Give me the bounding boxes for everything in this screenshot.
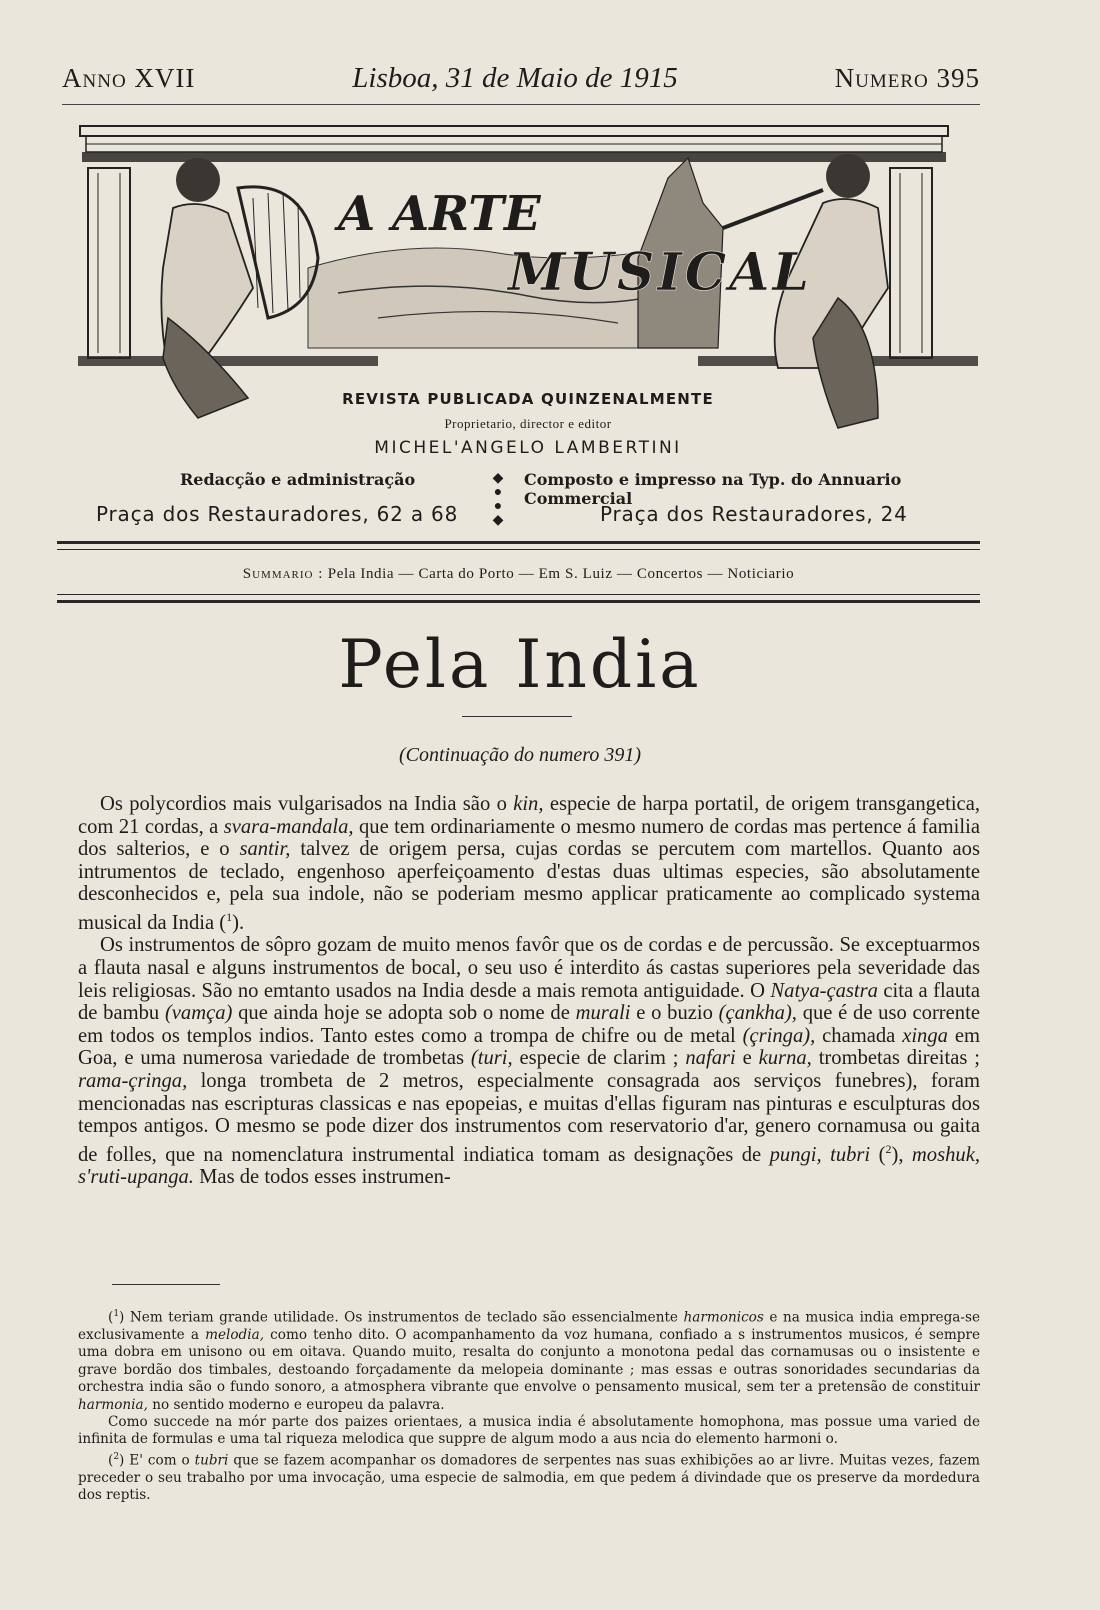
footnote-2: ($^2$) E' com o tubri que se fazem acompanhar os domadores de serpentes nas suas exhibições ao ar livre. Muitas vezes, fazem preceder o seu trabalho por uma invocação, uma especie de salmodia, em que pedem á divindade que os preserve da mordedura dos reptis. bbox=[78, 1451, 980, 1504]
paragraph-2: Os instrumentos de sôpro gozam de muito menos favôr que os de cordas e de percussão. Se exceptuarmos a flauta nasal e alguns instrumentos de bocal, o seu uso é interdito ás castas superiores pela severidade das leis religiosas. São no emtanto usados na India desde a mais remota antiguidade. O Natya-çastra cita a flauta de bambu (vamça) que ainda hoje se adopta sob o nome de murali e o buzio (çankha), que é de uso corrente em todos os templos indios. Tanto estes como a trompa de chifre ou de metal (çringa), chamada xinga em Goa, e uma numerosa variedade de trombetas (turi, especie de clarim ; nafari e kurna, trombetas direitas ; rama-çringa, longa trombeta de 2 metros, especialmente consagrada aos serviços funebres), foram mencionadas nas escripturas classicas e nas epopeias, e muitas d'ellas figuram nas pinturas e esculpturas dos tempos antigos. O mesmo se pode dizer dos instrumentos com reservatorio d'ar, genero cornamusa ou gaita de folles, que na nomenclatura instrumental indiatica tomam as designações de pungi, tubri ($^2$), moshuk, s'ruti-upanga. Mas de todos esses instrumen- bbox=[78, 934, 980, 1189]
printer-label: Composto e impresso na Typ. do Annuario Commercial bbox=[524, 470, 902, 508]
masthead-tagline: REVISTA PUBLICADA QUINZENALMENTE bbox=[342, 390, 714, 408]
printer-address: Praça dos Restauradores, 24 bbox=[600, 502, 908, 526]
summary-label: Summario : bbox=[242, 566, 324, 582]
rule-above-summary-thin bbox=[57, 549, 980, 550]
header-line bbox=[62, 62, 980, 102]
article-body bbox=[78, 793, 980, 1189]
rule-below-summary bbox=[57, 600, 980, 603]
masthead-title-line2: MUSICAL bbox=[508, 242, 813, 303]
masthead bbox=[78, 118, 978, 458]
footnote-ref-2: 2 bbox=[885, 1141, 892, 1156]
paragraph-1: Os polycordios mais vulgarisados na India são o kin, especie de harpa portatil, de origem transgangetica, com 21 cordas, a svara-mandala, que tem ordinariamente o mesmo numero de cordas mas pertence á familia dos salterios, e o santir, talvez de origem persa, cujas cordas se percutem com martellos. Quanto aos intrumentos de teclado, engenhoso aperfeiçoamento d'estas duas ultimas especies, são absolutamente desconhecidos e, pela sua indole, não se poderiam mesmo applicar praticamente ao complicado systema musical da India ($^1$). bbox=[78, 793, 980, 934]
rule-below-summary-thin bbox=[57, 594, 980, 595]
rule-above-summary bbox=[57, 541, 980, 544]
footnote-1: ($^1$) Nem teriam grande utilidade. Os instrumentos de teclado são essencialmente harmonicos e na musica india emprega-se exclusivamente a melodia, como tenho dito. O acompanhamento da voz humana, confiado a s instrumentos musicos, é sempre uma dobra em unisono ou em oitava. Quando muito, resalta do conjunto a monotona pedal das cornamusas ou o insistente e grave bordão dos timbales, destoando forçadamente da melopeia dominante ; mas essas e outras sonoridades secundarias da orchestra india são o fundo sonoro, a atmosphera vibrante que envolve o pensamento musical, sem ter a pretensão de constituir harmonia, no sentido moderno e europeu da palavra. bbox=[78, 1309, 980, 1413]
admin-label: Redacção e administração bbox=[180, 470, 416, 489]
article-continuation: (Continuação do numero 391) bbox=[398, 744, 641, 766]
footnote-rule bbox=[112, 1284, 220, 1285]
admin-address: Praça dos Restauradores, 62 a 68 bbox=[96, 502, 459, 526]
summary-line bbox=[57, 566, 980, 583]
address-row bbox=[92, 470, 982, 540]
title-rule bbox=[462, 716, 572, 717]
issue-number: Numero 395 bbox=[834, 63, 980, 93]
summary-items: Pela India — Carta do Porto — Em S. Luiz — Concertos — Noticiario bbox=[327, 566, 795, 582]
masthead-title-line1: A ARTE bbox=[338, 186, 541, 242]
header-rule bbox=[62, 104, 980, 105]
issue-date: Lisboa, 31 de Maio de 1915 bbox=[352, 62, 678, 94]
volume-label: Anno XVII bbox=[62, 63, 196, 93]
address-separator-ornament: ◆ ● ● ◆ bbox=[492, 471, 504, 528]
footnote-ref-1: 1 bbox=[226, 909, 233, 924]
footnote-1-continued: Como succede na mór parte dos paizes orientaes, a musica india é absolutamente homophona, mas possue uma varied de infinita de formulas e uma tal riqueza melodica que suppre de algum modo a aus ncia do elemento harmoni o. bbox=[78, 1413, 980, 1448]
masthead-editor: MICHEL'ANGELO LAMBERTINI bbox=[374, 438, 682, 458]
footnotes bbox=[78, 1306, 980, 1505]
article-title: Pela India bbox=[338, 626, 702, 703]
masthead-role: Proprietario, director e editor bbox=[444, 416, 612, 431]
